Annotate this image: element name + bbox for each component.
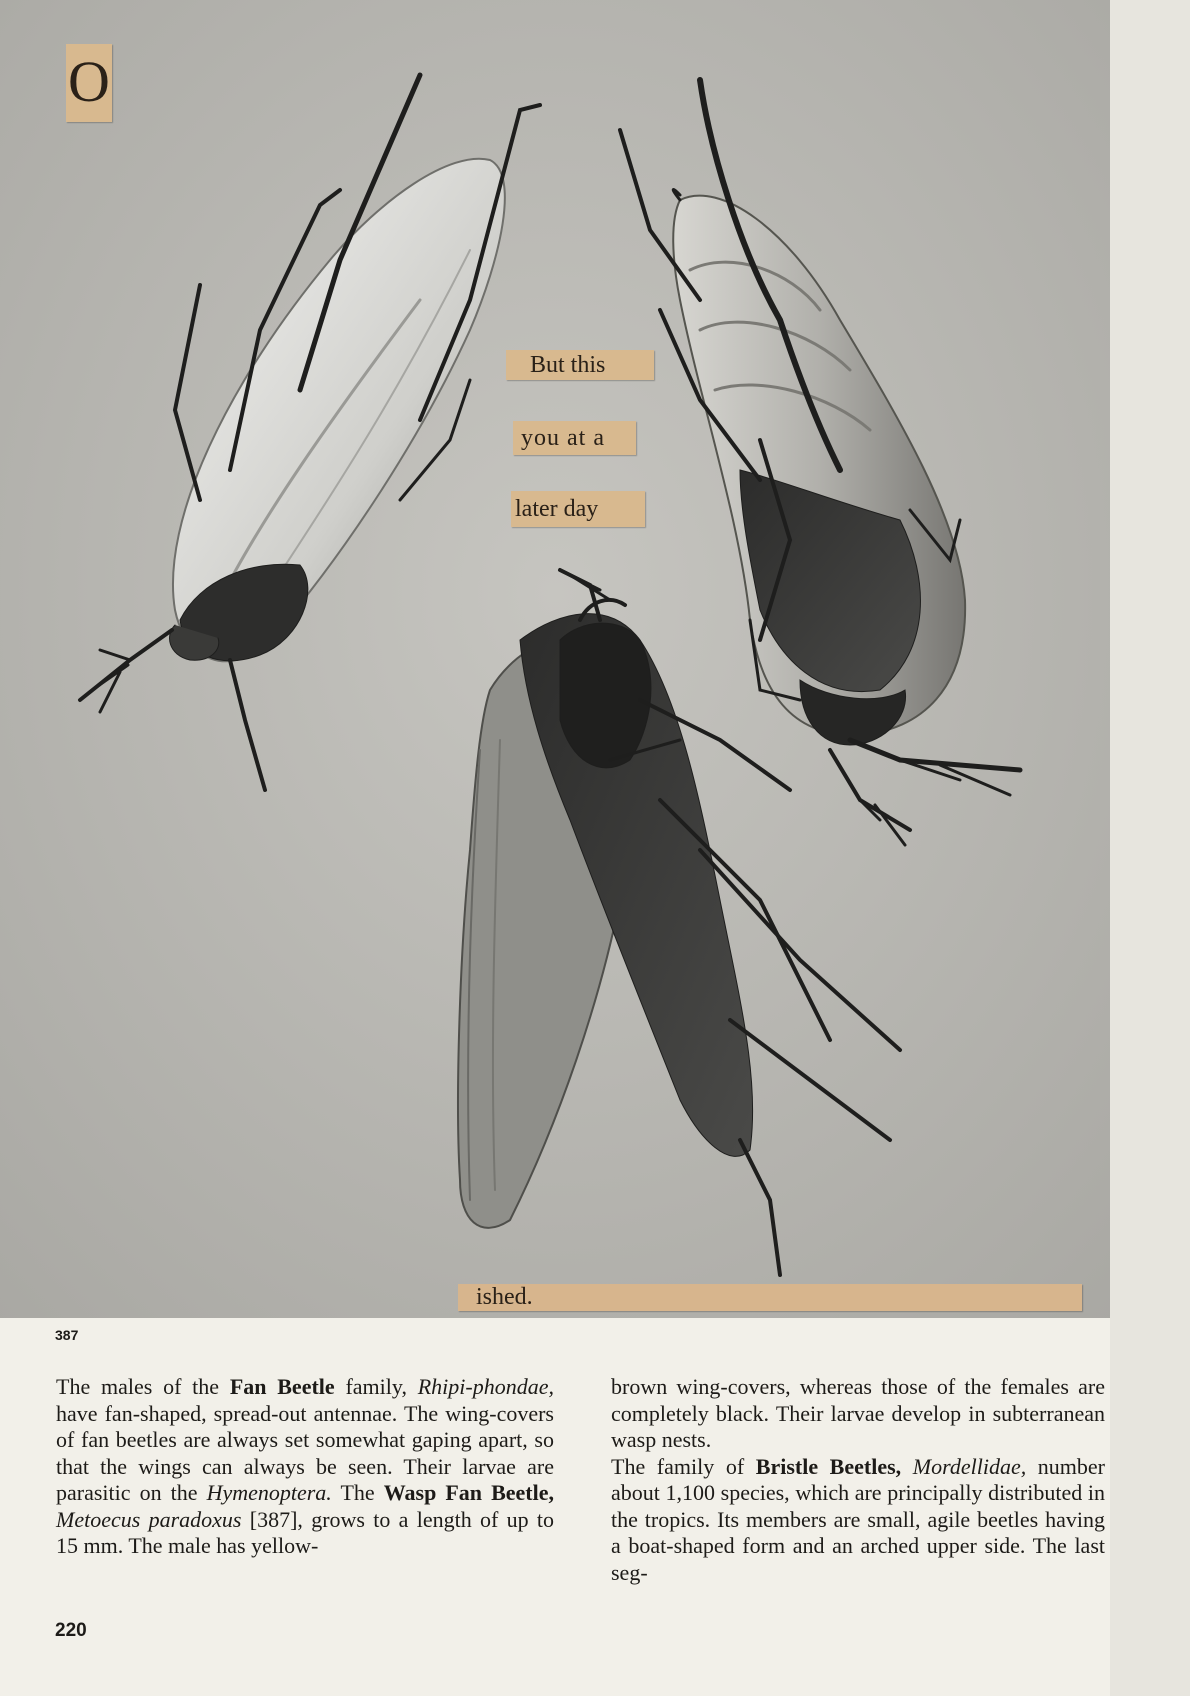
text-run-italic: Metoecus paradoxus [56, 1506, 242, 1532]
right-paragraph-2 [611, 1454, 1105, 1587]
collage-strip-4: ished. [458, 1284, 1082, 1311]
collage-strip-2: you at a [513, 421, 636, 455]
page-edge [1110, 0, 1190, 1696]
text-run [901, 1454, 913, 1479]
text-run-bold: Wasp Fan Beetle, [383, 1480, 555, 1505]
text-run: have fan-shaped, spread-out antennae. The wing-covers of fan beetles are always set somewhat gaping apart, so that the wings can always be seen. Their larvae are parasitic on the [56, 1400, 554, 1505]
text-run: family, [334, 1374, 418, 1399]
text-column-left [56, 1374, 554, 1560]
collage-strip-1: But this [506, 350, 654, 380]
figure-number: 387 [55, 1327, 79, 1343]
text-run: number about 1,100 species, which are principally distributed in the tropics. Its members are small, agile beetles having a boat-shaped form and an arched upper side. The last seg- [611, 1453, 1106, 1585]
text-run-italic: Rhipi-phondae, [417, 1374, 554, 1399]
text-run: [387], grows to a length of up to 15 mm. The male has yellow- [56, 1506, 554, 1558]
right-paragraph-1: brown wing-covers, whereas those of the females are completely black. Their larvae develop in subterranean wasp nests. [611, 1374, 1105, 1452]
text-run-italic: Mordellidae, [912, 1453, 1027, 1479]
page-number: 220 [55, 1620, 87, 1641]
collage-strip-3: later day [511, 491, 645, 527]
text-run: The males of the [56, 1374, 230, 1399]
text-run-bold: Bristle Beetles, [755, 1453, 902, 1479]
text-run-italic: Hymenoptera. [206, 1480, 332, 1505]
text-run: The family of [611, 1453, 756, 1479]
text-run-bold: Fan Beetle [229, 1374, 335, 1399]
left-paragraph [56, 1374, 554, 1560]
collage-letter-o: O [66, 44, 112, 122]
text-column-right [611, 1374, 1105, 1586]
text-run: The [331, 1480, 384, 1505]
